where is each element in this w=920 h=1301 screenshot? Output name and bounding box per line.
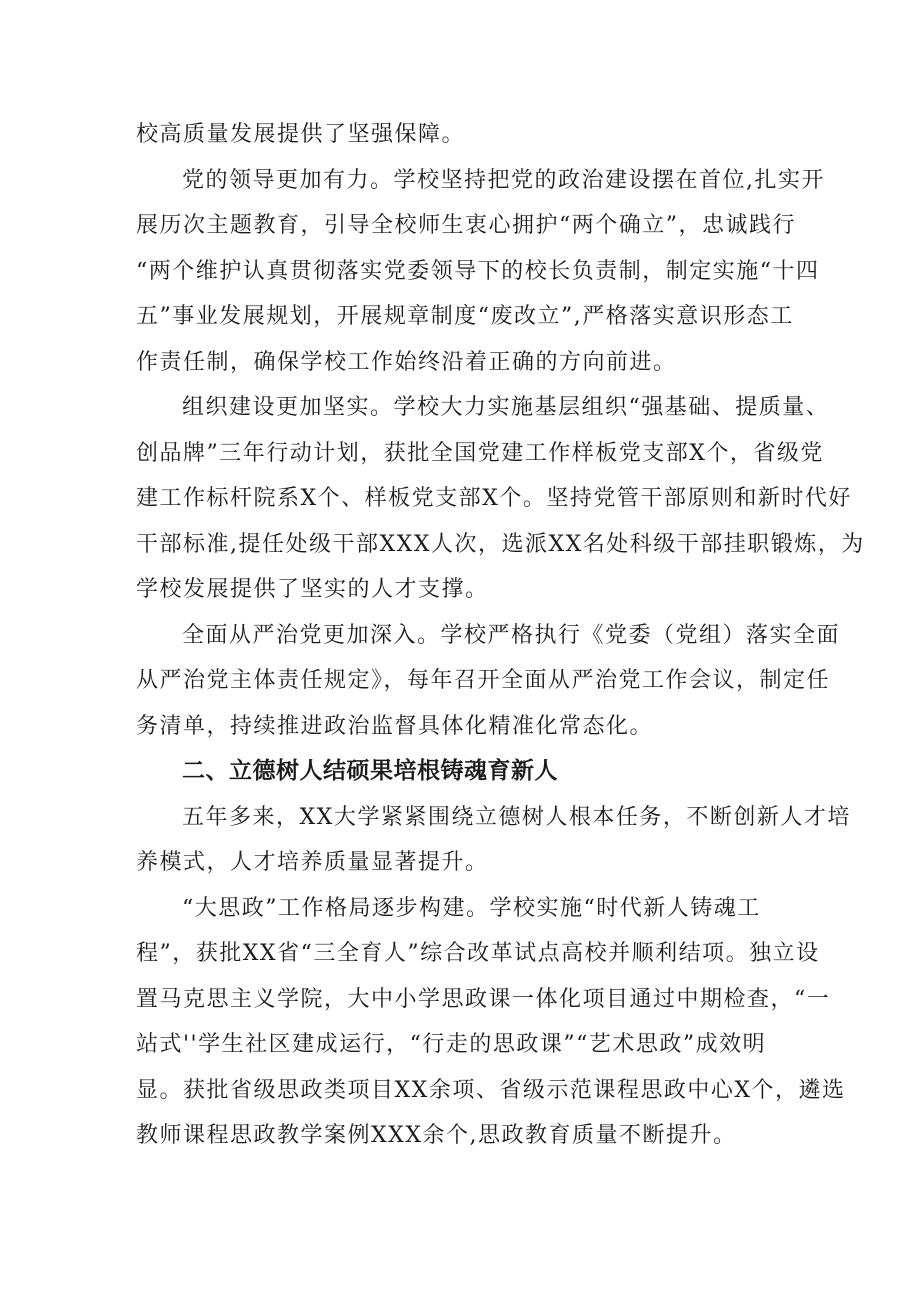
text-line: 从严治党主体责任规定》，每年召开全面从严治党工作会议，制定任 — [136, 668, 831, 693]
text-line: 党的领导更加有力。学校坚持把党的政治建设摆在首位,扎实开 — [182, 167, 825, 193]
text-line: 站式''学生社区建成运行，“行走的思政课”“艺术思政”成效明 — [136, 1032, 767, 1057]
text-line: 校高质量发展提供了坚强保障。 — [136, 122, 466, 147]
text-line: 创品牌”三年行动计划，获批全国党建工作样板党支部X个，省级党 — [136, 440, 824, 466]
text-line: 作责任制，确保学校工作始终沿着正确的方向前进。 — [136, 349, 677, 375]
text-line: 教师课程思政教学案例XXX余个,思政教育质量不断提升。 — [136, 1123, 737, 1148]
text-line: 养模式，人才培养质量显著提升。 — [136, 850, 489, 875]
text-line: 展历次主题教育，引导全校师生衷心拥护“两个确立”，忠诚践行 — [136, 213, 796, 238]
text-line: 显。获批省级思政类项目XX余项、省级示范课程思政中心X个，遴选 — [136, 1077, 846, 1103]
text-line: 务清单，持续推进政治监督具体化精准化常态化。 — [136, 713, 654, 739]
text-line: 五”事业发展规划，开展规章制度“废改立”,严格落实意识形态工 — [136, 304, 794, 329]
text-line: “两个维护认真贯彻落实党委领导下的校长负责制，制定实施“十四 — [136, 258, 820, 284]
section-heading: 二、立德树人结硕果培根铸魂育新人 — [182, 758, 558, 784]
text-line: 组织建设更加坚实。学校大力实施基层组织“强基础、提质量、 — [182, 395, 830, 420]
text-line: 全面从严治党更加深入。学校严格执行《党委（党组）落实全面 — [182, 622, 841, 648]
text-line: 五年多来，XX大学紧紧围绕立德树人根本任务，不断创新人才培 — [182, 804, 851, 830]
text-line: “大思政”工作格局逐步构建。学校实施“时代新人铸魂工 — [182, 895, 761, 921]
text-line: 学校发展提供了坚实的人才支撑。 — [136, 577, 489, 602]
text-line: 置马克思主义学院，大中小学思政课一体化项目通过中期检查，“一 — [136, 986, 831, 1012]
text-line: 干部标准,提任处级干部XXX人次，选派XX名处科级干部挂职锻炼，为 — [136, 531, 865, 557]
document-body — [136, 112, 865, 1159]
text-line: 程”，获批XX省“三全育人”综合改革试点高校并顺利结项。独立设 — [136, 941, 820, 966]
text-line: 建工作标杆院系X个、样板党支部X个。坚持党管干部原则和新时代好 — [136, 486, 852, 511]
